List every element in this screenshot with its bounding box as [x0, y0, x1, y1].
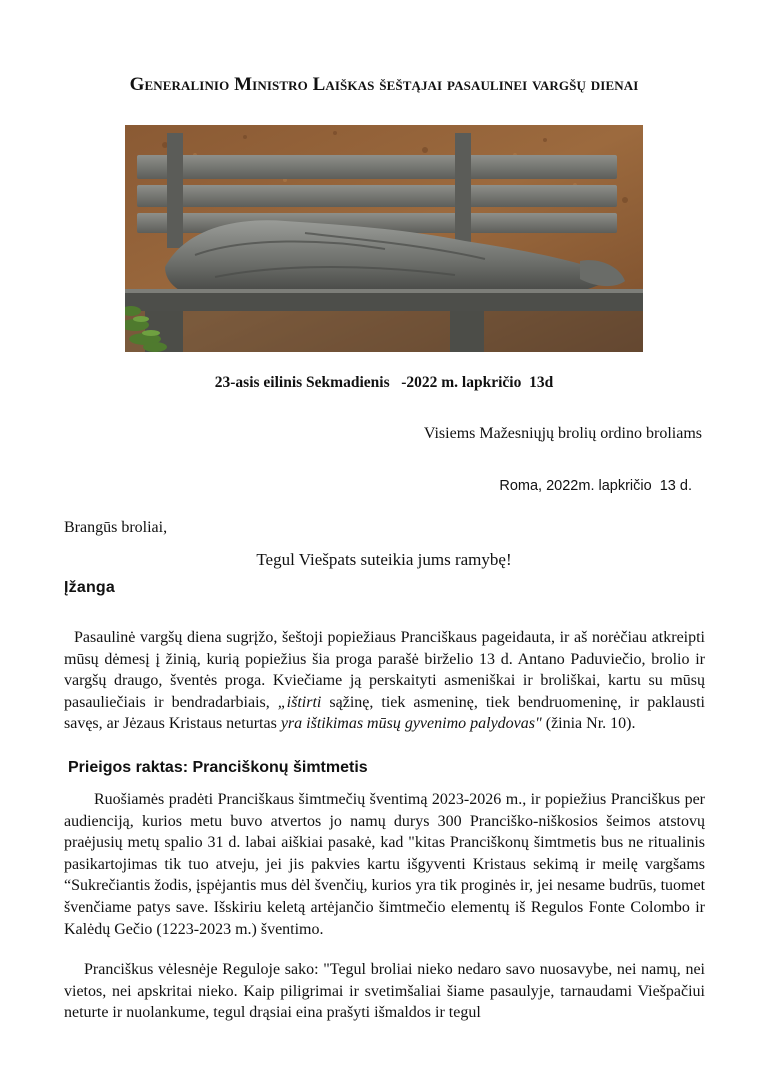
letter-title: Generalinio Ministro Laiškas šeštąjai pasaulinei vargšų dienai: [129, 74, 639, 95]
section-heading-key: Prieigos raktas: Pranciškonų šimtmetis: [68, 759, 368, 776]
paragraph-intro-quote-a: „ištirti: [277, 693, 322, 711]
photo-illustration: [125, 125, 643, 352]
addressee: Visiems Mažesniųjų brolių ordino broliams: [423, 425, 702, 442]
paragraph-intro: [64, 627, 705, 735]
paragraph-intro-quote-b: yra ištikimas mūsų gyvenimo palydovas": [280, 715, 542, 733]
paragraph-intro-part-a: Pasaulinė vargšų diena sugrįžo, šeštoji popiežiaus Pranciškaus pageidauta, ir aš norėčiau atkreipti mūsų dėmesį į žinią, kurią popiežius šia proga parašė birželio 13 d. Antano Paduviečio, brolio ir vargšų draugo, šventės proga. Kviečiame ją perskaityti asmeniškai ir broliškai, kartu su mūsų pasauliečiais ir bendradarbiais,: [64, 629, 705, 711]
paragraph-intro-part-e: (žinia Nr. 10).: [541, 715, 636, 733]
paragraph-centenary: Ruošiamės pradėti Pranciškaus šimtmečių šventimą 2023-2026 m., ir popiežius Pranciškus per audienciją, kurios metu buvo atvertos jo namų durys 300 Pranciško-niškosios šeimos atstovų praėjusių metų spalio 31 d. labai aiškiai pasakė, kad "kitas Pranciškonų šimtmetis bus ne ritualinis pasikartojimas tik tuo atveju, jei jis pakvies kartu išgyventi Kristaus sekimą ir meilę vargšams “Sukrečiantis žodis, įspėjantis mus dėl švenčių, kurios yra tik proginės ir, jei nesame budrūs, tuomet švenčiame patys save. Išskiriu keletą artėjančio šimtmečio elementų iš Regulos Fonte Colombo ir Kalėdų Gečio (1223-2023 m.) šventimo.: [64, 791, 706, 938]
statue-on-bench-photo: [125, 125, 643, 352]
date-line: 23-asis eilinis Sekmadienis -2022 m. lapkričio 13d: [214, 374, 554, 391]
salutation: Brangūs broliai,: [64, 519, 168, 536]
section-heading-intro: Įžanga: [64, 579, 115, 596]
paragraph-intro-part-c: sąžinę, tiek asmeninę, tiek bendruomeninę, ir paklausti savęs, ar Jėzaus Kristaus neturtas: [64, 693, 705, 733]
paragraph-rule: Pranciškus vėlesnėje Reguloje sako: "Tegul broliai nieko nedaro savo nuosavybe, nei namų, nei vietos, nei apskritai nieko. Kaip piligrimai ir svetimšaliai šiame pasaulyje, tarnaudami Viešpačiui neturte ir nuolankume, tegul drąsiai eina prašyti išmaldos ir tegul: [64, 961, 705, 1022]
place-date: Roma, 2022m. lapkričio 13 d.: [499, 478, 692, 494]
greeting: Tegul Viešpats suteikia jums ramybę!: [256, 550, 512, 569]
